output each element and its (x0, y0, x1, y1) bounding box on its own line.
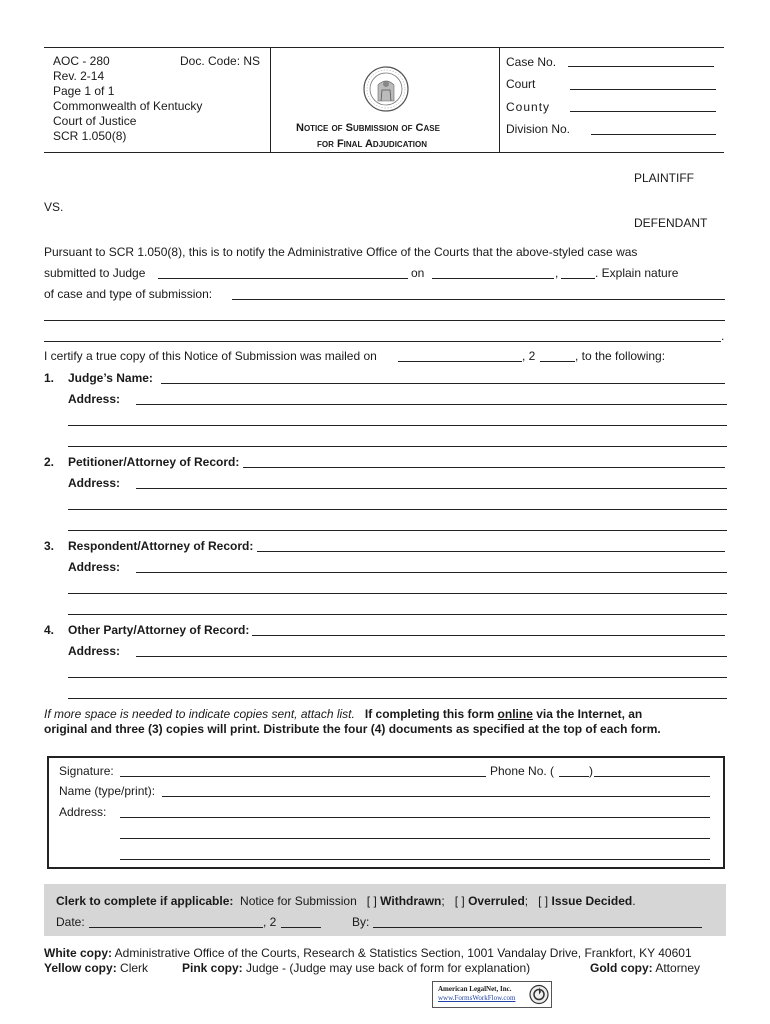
kentucky-seal-icon (362, 63, 410, 115)
recipient-4-address-line3[interactable] (68, 698, 727, 699)
logo-company: American LegalNet, Inc. (438, 985, 512, 993)
separator: ; (524, 894, 529, 908)
name-field[interactable] (162, 796, 710, 797)
header-divider-right (499, 48, 500, 152)
recipient-1-address-line2[interactable] (68, 425, 727, 426)
certify-text: I certify a true copy of this Notice of Submission was mailed on (44, 349, 377, 363)
doc-code: Doc. Code: NS (180, 54, 261, 68)
recipient-2-number: 2. (44, 455, 55, 469)
sig-address-line3[interactable] (120, 859, 710, 860)
case-no-label: Case No. (506, 55, 557, 69)
mailed-year-prefix: , 2 (522, 349, 536, 363)
submitted-to-judge-label: submitted to Judge (44, 266, 146, 280)
sig-address-label: Address: (59, 805, 107, 819)
nature-field-line1[interactable] (232, 299, 725, 300)
pink-copy-line (182, 961, 530, 975)
recipient-4-label: Other Party/Attorney of Record: (68, 623, 250, 637)
form-number: AOC - 280 (53, 54, 110, 68)
online-note-b: via the Internet, an (536, 707, 643, 721)
clerk-line (56, 894, 636, 908)
clerk-date-label: Date: (56, 915, 85, 929)
withdrawn-checkbox[interactable]: [ ] (366, 894, 377, 908)
judge-field[interactable] (158, 278, 408, 279)
overruled-checkbox[interactable]: [ ] (454, 894, 465, 908)
division-field[interactable] (591, 134, 716, 135)
submission-date-field[interactable] (432, 278, 554, 279)
page-count: Page 1 of 1 (53, 84, 115, 98)
recipient-1-name-field[interactable] (161, 383, 725, 384)
county-field[interactable] (570, 111, 716, 112)
recipient-2-address-line1[interactable] (136, 488, 727, 489)
on-label: on (411, 266, 425, 280)
phone-area-code-field[interactable] (559, 776, 589, 777)
explain-nature-label: . Explain nature (595, 266, 679, 280)
issue-decided-label: Issue Decided (551, 894, 633, 908)
logo-emblem-icon (529, 984, 549, 1005)
mailed-date-field[interactable] (398, 361, 522, 362)
vs-label: VS. (44, 200, 64, 214)
recipient-1-number: 1. (44, 371, 55, 385)
gold-copy-label: Gold copy: (590, 961, 653, 975)
recipient-4-address-line1[interactable] (136, 656, 727, 657)
clerk-year-prefix: , 2 (263, 915, 277, 929)
withdrawn-label: Withdrawn (380, 894, 442, 908)
phone-close-paren: ) (589, 764, 593, 778)
recipient-1-address-line1[interactable] (136, 404, 727, 405)
recipient-2-address-line3[interactable] (68, 530, 727, 531)
yellow-copy-text: Clerk (120, 961, 149, 975)
copies-notice-line1 (44, 707, 642, 721)
separator: ; (441, 894, 445, 908)
clerk-year-field[interactable] (281, 927, 321, 928)
name-label: Name (type/print): (59, 784, 156, 798)
rule-reference: SCR 1.050(8) (53, 129, 127, 143)
clerk-box (44, 884, 726, 936)
white-copy-line (44, 946, 692, 960)
white-copy-label: White copy: (44, 946, 112, 960)
logo-url: www.FormsWorkFlow.com (438, 994, 516, 1002)
recipient-2-address-line2[interactable] (68, 509, 727, 510)
form-title-line2: for Final Adjudication (317, 138, 427, 150)
attach-list-note: If more space is needed to indicate copies sent, attach list. (44, 707, 355, 721)
phone-number-field[interactable] (594, 776, 710, 777)
recipient-1-address-label: Address: (68, 392, 121, 406)
court-label: Court (506, 77, 536, 91)
gold-copy-line (590, 961, 700, 975)
clerk-by-label: By: (352, 915, 370, 929)
signature-box (47, 756, 725, 869)
separator: . (632, 894, 636, 908)
nature-field-line3[interactable] (44, 341, 721, 342)
court-of-justice: Court of Justice (53, 114, 137, 128)
online-note-a: If completing this form (364, 707, 495, 721)
recipient-3-label: Respondent/Attorney of Record: (68, 539, 254, 553)
recipient-3-number: 3. (44, 539, 55, 553)
gold-copy-text: Attorney (655, 961, 701, 975)
recipient-1-label: Judge’s Name: (68, 371, 153, 385)
header-divider-left (270, 48, 271, 152)
pink-copy-text: Judge - (Judge may use back of form for explanation) (246, 961, 531, 975)
date-comma: , (555, 266, 559, 280)
division-label: Division No. (506, 122, 571, 136)
phone-label: Phone No. ( (490, 764, 555, 778)
nature-field-line2[interactable] (44, 320, 725, 321)
revision: Rev. 2-14 (53, 69, 105, 83)
nature-period: . (721, 329, 725, 343)
overruled-label: Overruled (468, 894, 525, 908)
submission-year-field[interactable] (561, 278, 595, 279)
online-word: online (497, 707, 533, 721)
mailed-year-field[interactable] (540, 361, 575, 362)
recipient-4-name-field[interactable] (252, 635, 725, 636)
recipient-2-label: Petitioner/Attorney of Record: (68, 455, 240, 469)
form-title-line1: Notice of Submission of Case (296, 122, 440, 134)
commonwealth: Commonwealth of Kentucky (53, 99, 203, 113)
signature-label: Signature: (59, 764, 114, 778)
recipient-3-address-line2[interactable] (68, 593, 727, 594)
county-label: County (506, 100, 551, 114)
recipient-4-address-line2[interactable] (68, 677, 727, 678)
legalnet-logo[interactable] (432, 981, 552, 1008)
notice-text-line1: Pursuant to SCR 1.050(8), this is to notify the Administrative Office of the Courts that the above-styled case was (44, 245, 638, 259)
yellow-copy-line (44, 961, 148, 975)
case-no-field[interactable] (568, 66, 714, 67)
recipient-2-name-field[interactable] (243, 467, 725, 468)
defendant-label: DEFENDANT (634, 216, 708, 230)
nature-of-case-label: of case and type of submission: (44, 287, 213, 301)
recipient-4-address-label: Address: (68, 644, 121, 658)
court-field[interactable] (570, 89, 716, 90)
white-copy-text: Administrative Office of the Courts, Research & Statistics Section, 1001 Vandalay Drive, Frankfort, KY 40601 (114, 946, 692, 960)
recipient-3-name-field[interactable] (257, 551, 725, 552)
pink-copy-label: Pink copy: (182, 961, 243, 975)
issue-decided-checkbox[interactable]: [ ] (538, 894, 549, 908)
recipient-1-address-line3[interactable] (68, 446, 727, 447)
to-the-following: , to the following: (575, 349, 666, 363)
notice-for-submission: Notice for Submission (240, 894, 357, 908)
clerk-date-field[interactable] (89, 927, 263, 928)
sig-address-line1[interactable] (120, 817, 710, 818)
yellow-copy-label: Yellow copy: (44, 961, 117, 975)
clerk-lead: Clerk to complete if applicable: (56, 894, 234, 908)
recipient-3-address-line1[interactable] (136, 572, 727, 573)
sig-address-line2[interactable] (120, 838, 710, 839)
clerk-by-field[interactable] (373, 927, 702, 928)
recipient-3-address-label: Address: (68, 560, 121, 574)
signature-field[interactable] (120, 776, 486, 777)
recipient-3-address-line3[interactable] (68, 614, 727, 615)
recipient-4-number: 4. (44, 623, 55, 637)
recipient-2-address-label: Address: (68, 476, 121, 490)
plaintiff-label: PLAINTIFF (634, 171, 695, 185)
copies-notice-line2: original and three (3) copies will print. Distribute the four (4) documents as specified at the top of each form. (44, 722, 661, 736)
